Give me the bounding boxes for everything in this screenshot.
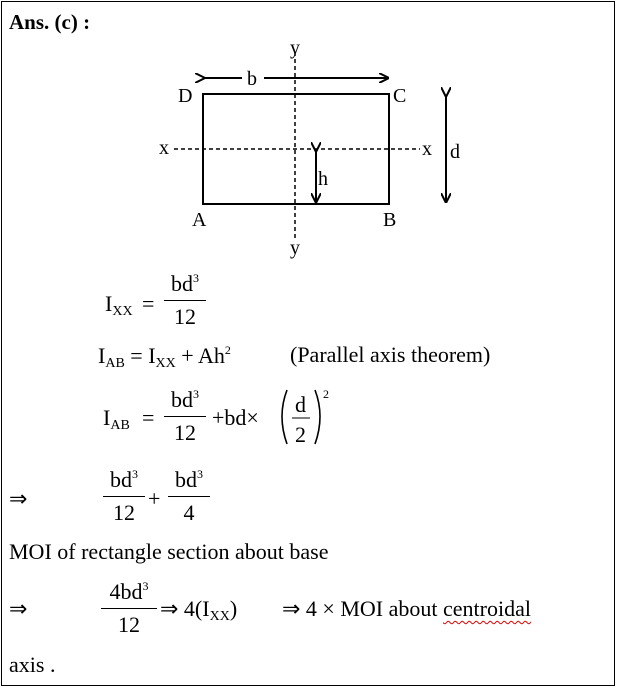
label-b-corner: B	[383, 209, 397, 231]
eq3-lhs: $I_{AB}$	[103, 405, 130, 433]
eq2-note: (Parallel axis theorem)	[290, 342, 491, 367]
label-b-width: b	[247, 68, 257, 90]
svg-text:2: 2	[295, 422, 306, 447]
eq5-tail: ⇒ 4 × MOI about centroidal	[282, 596, 531, 621]
eq1-lhs: $I_{XX}$	[105, 291, 133, 319]
eq4-plus: +	[148, 486, 161, 511]
label-y-top: y	[290, 38, 300, 59]
eq1-fraction: $bd^3$ 12	[164, 272, 206, 328]
eq5-fraction: $4bd^3$ 12	[101, 580, 157, 636]
eq3-fraction: $bd^3$ 12	[164, 388, 206, 444]
moi-statement: MOI of rectangle section about base	[9, 539, 329, 564]
label-x-right: x	[422, 138, 432, 160]
answer-heading: Ans. (c) :	[9, 10, 91, 34]
eq4-implies: ⇒	[9, 486, 28, 511]
label-a-corner: A	[192, 209, 207, 231]
rectangle-figure	[150, 38, 470, 260]
eq2-line: $I_{AB} = I_{XX} + Ah^2$	[98, 343, 231, 371]
last-line: axis .	[9, 652, 56, 677]
svg-text:d: d	[295, 392, 306, 417]
eq3-equals: =	[142, 405, 155, 430]
eq3-plus-term: +bd×	[212, 405, 259, 430]
eq3-parenthesis	[275, 384, 333, 452]
eq5-implies: ⇒	[9, 596, 28, 621]
eq5-result: ⇒ $4(I_{XX})$	[160, 596, 238, 624]
label-d-depth: d	[450, 141, 460, 163]
label-c-corner: C	[393, 85, 407, 107]
eq1-equals: =	[142, 291, 155, 316]
label-x-left: x	[159, 137, 169, 159]
spellcheck-word: centroidal	[443, 596, 531, 621]
eq4-fraction-2: $bd^3$ 4	[168, 468, 210, 524]
svg-text:2: 2	[323, 387, 329, 401]
label-y-bottom: y	[290, 237, 300, 259]
eq4-fraction-1: $bd^3$ 12	[103, 468, 145, 524]
label-h: h	[318, 168, 328, 190]
label-d-corner: D	[178, 85, 193, 107]
